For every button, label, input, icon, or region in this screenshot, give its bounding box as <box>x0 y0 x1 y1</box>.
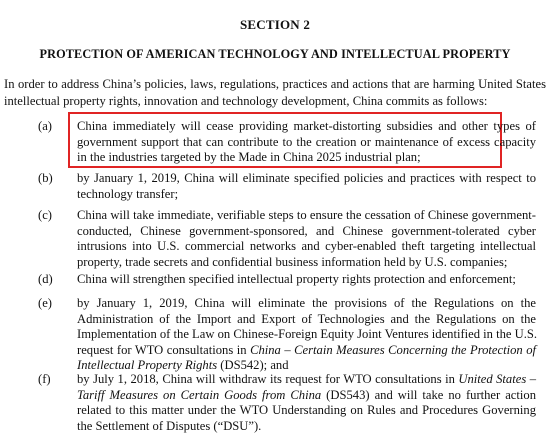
item-text <box>77 296 536 374</box>
item-text-line: intrusions into U.S. commercial networks and cyber-enabled theft targeting intellectual <box>77 239 536 255</box>
item-label: (a) <box>38 119 52 135</box>
item-text-line: technology transfer; <box>77 187 536 203</box>
item-text-line: Tariff Measures on Certain Goods from China (DS543) and will take no further action <box>77 388 536 404</box>
item-text-line: the Settlement of Disputes (“DSU”). <box>77 419 536 434</box>
intro-line: In order to address China’s policies, laws, regulations, practices and actions that are harming United States <box>4 76 546 93</box>
item-text <box>77 171 536 202</box>
item-label: (b) <box>38 171 53 187</box>
item-label: (c) <box>38 208 52 224</box>
item-text <box>77 372 536 434</box>
item-text-line: property, trade secrets and confidential business information held by U.S. companies; <box>77 255 536 271</box>
section-heading: PROTECTION OF AMERICAN TECHNOLOGY AND INTELLECTUAL PROPERTY <box>0 47 550 62</box>
intro-paragraph <box>4 76 546 110</box>
item-text-line: China immediately will cease providing market-distorting subsidies and other types of <box>77 119 536 135</box>
item-label: (f) <box>38 372 51 388</box>
item-text <box>77 208 536 270</box>
item-text-line: Implementation of the Law on Chinese-Foreign Equity Joint Ventures identified in the U.S. <box>77 327 536 343</box>
item-text-line: by January 1, 2019, China will eliminate specified policies and practices with respect to <box>77 171 536 187</box>
item-text-line: related to this matter under the WTO Understanding on Rules and Procedures Governing <box>77 403 536 419</box>
item-text-line: in the industries targeted by the Made in China 2025 industrial plan; <box>77 150 536 166</box>
item-label: (d) <box>38 272 53 288</box>
item-text-line: by July 1, 2018, China will withdraw its request for WTO consultations in United States – <box>77 372 536 388</box>
item-text-line: China will take immediate, verifiable steps to ensure the cessation of Chinese government- <box>77 208 536 224</box>
item-text-line: Administration of the Import and Export of Technologies and the Regulations on the <box>77 312 536 328</box>
item-text <box>77 272 536 288</box>
item-text-line: request for WTO consultations in China – Certain Measures Concerning the Protection of <box>77 343 536 359</box>
item-text-line: China will strengthen specified intellectual property rights protection and enforcement; <box>77 272 536 288</box>
intro-line: intellectual property rights, innovation and technology development, China commits as follows: <box>4 93 546 110</box>
item-text <box>77 119 536 166</box>
item-text-line: government support that can contribute to the creation or maintenance of excess capacity <box>77 135 536 151</box>
section-title: SECTION 2 <box>0 17 550 33</box>
item-text-line: by January 1, 2019, China will eliminate the provisions of the Regulations on the <box>77 296 536 312</box>
item-text-line: conducted, Chinese government-sponsored, and Chinese government-tolerated cyber <box>77 224 536 240</box>
item-text-line: Intellectual Property Rights (DS542); and <box>77 358 536 374</box>
item-label: (e) <box>38 296 52 312</box>
